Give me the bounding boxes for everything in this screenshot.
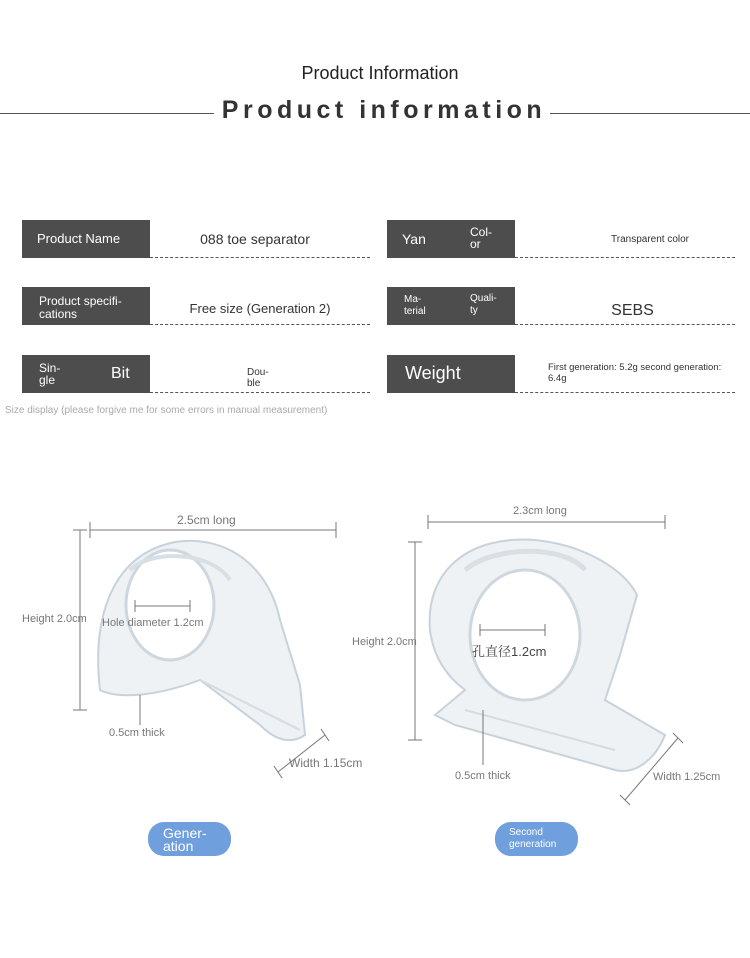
gen1-hole-label: Hole diameter 1.2cm [102, 617, 204, 629]
gen2-thick-label: 0.5cm thick [455, 770, 511, 782]
divider [515, 392, 735, 393]
color-label: Yan Col- or [387, 220, 515, 258]
double-value-line1: Dou- [247, 367, 269, 378]
product-specifications-label: Product specifi- cations [22, 287, 150, 325]
gen2-height-label: Height 2.0cm [352, 636, 417, 648]
divider [150, 392, 370, 393]
divider [515, 324, 735, 325]
divider [150, 257, 370, 258]
product-name-value: 088 toe separator [200, 231, 310, 247]
page-title: Product Information [301, 63, 459, 83]
second-generation-badge: Second generation [495, 822, 578, 856]
divider [515, 257, 735, 258]
weight-value-line2: 6.4g [548, 373, 567, 384]
double-value-line2: ble [247, 378, 261, 389]
specifications-value: Free size (Generation 2) [189, 301, 331, 316]
single-label: Sin- gle Bit [22, 355, 150, 393]
title-divider-right [550, 113, 750, 114]
divider [150, 324, 370, 325]
product-name-label: Product Name [22, 220, 150, 258]
title-divider-left [0, 113, 214, 114]
weight-value-line1: First generation: 5.2g second generation: [548, 362, 722, 373]
material-value: SEBS [611, 302, 654, 319]
gen2-width-label: Width 1.25cm [653, 771, 721, 783]
gen1-length-label: 2.5cm long [177, 513, 236, 527]
gen2-hole-label: 孔直径1.2cm [472, 644, 547, 659]
section-title: Product information [221, 96, 547, 124]
gen1-product-illustration [0, 500, 375, 840]
gen1-width-label: Width 1.15cm [289, 756, 363, 770]
gen1-thick-label: 0.5cm thick [109, 727, 165, 739]
gen2-length-label: 2.3cm long [513, 505, 567, 517]
color-value: Transparent color [611, 234, 689, 245]
gen1-height-label: Height 2.0cm [22, 613, 87, 625]
generation-badge: Gener- ation [148, 822, 231, 856]
measurement-note: Size display (please forgive me for some errors in manual measurement) [5, 405, 328, 416]
material-label: Ma- terial Quali- ty [387, 287, 515, 325]
weight-label: Weight [387, 355, 515, 393]
